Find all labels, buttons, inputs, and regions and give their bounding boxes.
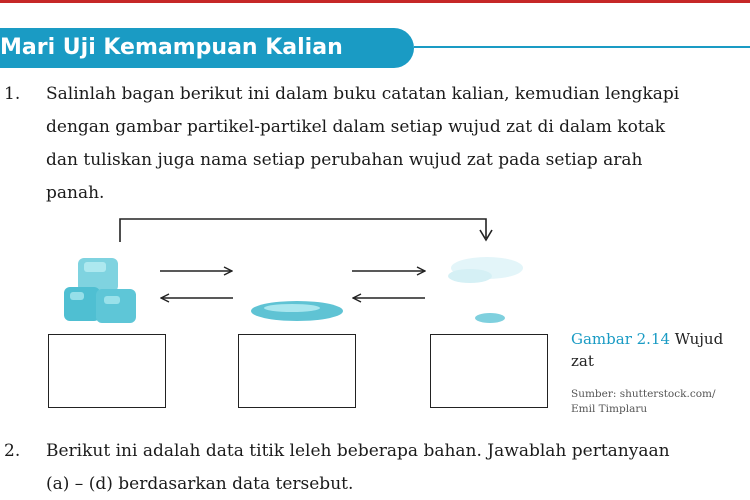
question-2-number: 2. (4, 441, 21, 461)
vapor-cloud-icon (448, 257, 523, 323)
question-1-number: 1. (4, 84, 21, 104)
figure-caption-text-2: zat (571, 352, 594, 370)
figure-source-2: Emil Timplaru (571, 403, 648, 415)
answer-box-solid (48, 334, 166, 408)
answer-box-liquid (238, 334, 356, 408)
bracket-arrow (120, 219, 486, 242)
question-1-line-1: Salinlah bagan berikut ini dalam buku catatan kalian, kemudian lengkapi (46, 84, 680, 104)
figure-caption (571, 330, 723, 348)
figure-source-1: Sumber: shutterstock.com/ (571, 388, 716, 400)
ice-cubes-icon (64, 258, 136, 323)
question-1-line-4: panah. (46, 183, 105, 203)
figure-caption-label: Gambar 2.14 (571, 330, 671, 348)
question-1-line-2: dengan gambar partikel-partikel dalam setiap wujud zat di dalam kotak (46, 117, 666, 137)
figure-caption-text: Wujud (670, 330, 724, 348)
answer-box-gas (430, 334, 548, 408)
question-1-line-3: dan tuliskan juga nama setiap perubahan wujud zat pada setiap arah (46, 150, 643, 170)
section-title: Mari Uji Kemampuan Kalian (0, 35, 343, 60)
question-2-line-1: Berikut ini adalah data titik leleh beberapa bahan. Jawablah pertanyaan (46, 441, 670, 461)
question-2-line-2: (a) – (d) berdasarkan data tersebut. (46, 474, 354, 494)
water-puddle-icon (251, 301, 343, 321)
